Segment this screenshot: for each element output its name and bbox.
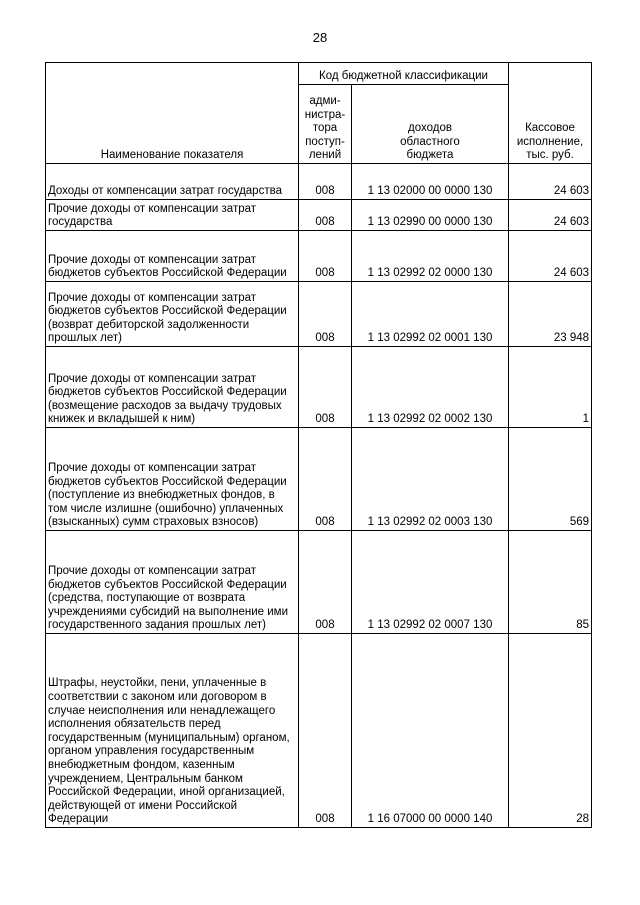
table-row bbox=[46, 231, 592, 282]
cash-execution-cell: 569 bbox=[509, 428, 592, 531]
cash-execution-cell: 24 603 bbox=[509, 231, 592, 282]
table-row bbox=[46, 282, 592, 347]
revenue-code-cell: 1 13 02992 02 0001 130 bbox=[352, 282, 509, 347]
indicator-name-cell: Штрафы, неустойки, пени, уплаченные в соответствии с законом или договором в случае неисполнения или ненадлежащего исполнения обязательств перед государственным (муниципальным) органом, органом управления государственным внебюджетным фондом, казенным учреждением, Центральным банком Российской Федерации, иной организацией, действующей от имени Российской Федерации bbox=[46, 634, 299, 828]
cash-execution-cell: 1 bbox=[509, 347, 592, 428]
administrator-code-cell: 008 bbox=[299, 282, 352, 347]
table-body bbox=[46, 164, 592, 828]
table-header bbox=[46, 63, 592, 164]
header-revenue-administrator: адми- нистра- тора поступ- лений bbox=[299, 85, 352, 164]
table-row bbox=[46, 428, 592, 531]
indicator-name-cell: Прочие доходы от компенсации затрат бюджетов субъектов Российской Федерации (возврат дебиторской задолженности прошлых лет) bbox=[46, 282, 299, 347]
indicator-name-cell: Доходы от компенсации затрат государства bbox=[46, 164, 299, 200]
revenue-code-cell: 1 16 07000 00 0000 140 bbox=[352, 634, 509, 828]
revenue-code-cell: 1 13 02992 02 0003 130 bbox=[352, 428, 509, 531]
indicator-name-cell: Прочие доходы от компенсации затрат бюджетов субъектов Российской Федерации (возмещение расходов за выдачу трудовых книжек и вкладышей к ним) bbox=[46, 347, 299, 428]
budget-table bbox=[45, 62, 592, 828]
indicator-name-cell: Прочие доходы от компенсации затрат бюджетов субъектов Российской Федерации bbox=[46, 231, 299, 282]
administrator-code-cell: 008 bbox=[299, 200, 352, 231]
administrator-code-cell: 008 bbox=[299, 231, 352, 282]
administrator-code-cell: 008 bbox=[299, 428, 352, 531]
table-row bbox=[46, 164, 592, 200]
administrator-code-cell: 008 bbox=[299, 347, 352, 428]
administrator-code-cell: 008 bbox=[299, 164, 352, 200]
table-row bbox=[46, 347, 592, 428]
administrator-code-cell: 008 bbox=[299, 531, 352, 634]
table-row bbox=[46, 634, 592, 828]
cash-execution-cell: 28 bbox=[509, 634, 592, 828]
cash-execution-cell: 24 603 bbox=[509, 164, 592, 200]
table-row bbox=[46, 200, 592, 231]
header-regional-budget-revenue: доходов областного бюджета bbox=[352, 85, 509, 164]
header-cash-execution: Кассовое исполнение, тыс. руб. bbox=[509, 63, 592, 164]
indicator-name-cell: Прочие доходы от компенсации затрат бюджетов субъектов Российской Федерации (поступление из внебюджетных фондов, в том числе излишне (ошибочно) уплаченных (взысканных) сумм страховых взносов) bbox=[46, 428, 299, 531]
revenue-code-cell: 1 13 02990 00 0000 130 bbox=[352, 200, 509, 231]
header-classification-code: Код бюджетной классификации bbox=[299, 63, 509, 85]
revenue-code-cell: 1 13 02992 02 0007 130 bbox=[352, 531, 509, 634]
cash-execution-cell: 24 603 bbox=[509, 200, 592, 231]
revenue-code-cell: 1 13 02992 02 0000 130 bbox=[352, 231, 509, 282]
indicator-name-cell: Прочие доходы от компенсации затрат бюджетов субъектов Российской Федерации (средства, поступающие от возврата учреждениями субсидий на выполнение ими государственного задания прошлых лет) bbox=[46, 531, 299, 634]
cash-execution-cell: 23 948 bbox=[509, 282, 592, 347]
cash-execution-cell: 85 bbox=[509, 531, 592, 634]
indicator-name-cell: Прочие доходы от компенсации затрат государства bbox=[46, 200, 299, 231]
revenue-code-cell: 1 13 02000 00 0000 130 bbox=[352, 164, 509, 200]
table-row bbox=[46, 531, 592, 634]
header-indicator-name: Наименование показателя bbox=[46, 63, 299, 164]
administrator-code-cell: 008 bbox=[299, 634, 352, 828]
revenue-code-cell: 1 13 02992 02 0002 130 bbox=[352, 347, 509, 428]
page-number: 28 bbox=[312, 30, 328, 45]
